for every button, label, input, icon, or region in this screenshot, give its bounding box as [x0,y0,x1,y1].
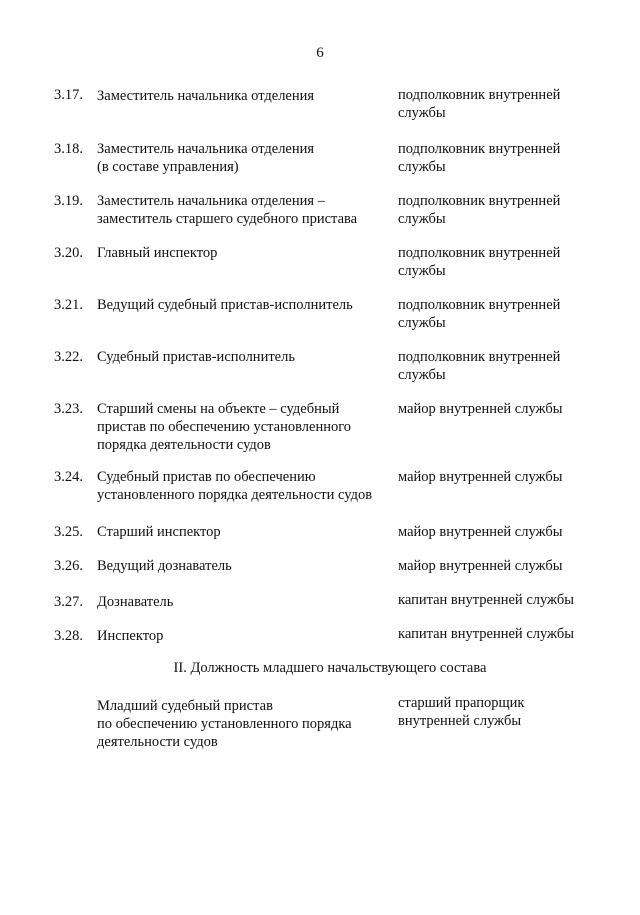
page-number: 6 [316,45,324,61]
position-title: Старший смены на объекте – судебный пристав по обеспечению установленного порядка деятельности судов [97,401,352,453]
position-number: 3.25. [54,524,83,540]
position-number: 3.20. [54,245,83,261]
position-rank: капитан внутренней службы [398,592,574,608]
position-number: 3.27. [54,594,83,610]
position-number: 3.19. [54,193,83,209]
position-title: Дознаватель [97,594,174,610]
position-rank: майор внутренней службы [398,469,563,485]
position-title: Ведущий дознаватель [97,558,232,574]
position-number: 3.22. [54,349,83,365]
position-number: 3.26. [54,558,83,574]
junior-position-title: Младший судебный пристав по обеспечению установленного порядка деятельности судов [97,698,352,750]
position-title: Судебный пристав-исполнитель [97,349,295,365]
position-number: 3.23. [54,401,83,417]
position-number: 3.18. [54,141,83,157]
position-rank: подполковник внутренней службы [398,349,561,383]
position-title: Старший инспектор [97,524,221,540]
position-rank: майор внутренней службы [398,524,563,540]
section-heading: II. Должность младшего начальствующего состава [173,660,487,676]
position-number: 3.21. [54,297,83,313]
position-title: Заместитель начальника отделения [97,88,315,104]
position-title: Судебный пристав по обеспечению установленного порядка деятельности судов [97,469,373,503]
position-rank: подполковник внутренней службы [398,87,561,121]
position-rank: майор внутренней службы [398,558,563,574]
position-rank: подполковник внутренней службы [398,245,561,279]
position-number: 3.24. [54,469,83,485]
position-title: Ведущий судебный пристав-исполнитель [97,297,353,313]
junior-position-rank: старший прапорщик внутренней службы [398,695,525,729]
position-rank: майор внутренней службы [398,401,563,417]
position-rank: подполковник внутренней службы [398,141,561,175]
position-title: Заместитель начальника отделения – заместитель старшего судебного пристава [97,193,358,227]
position-rank: капитан внутренней службы [398,626,574,642]
position-rank: подполковник внутренней службы [398,193,561,227]
position-number: 3.28. [54,628,83,644]
position-title: Главный инспектор [97,245,218,261]
position-title: Инспектор [97,628,164,644]
position-rank: подполковник внутренней службы [398,297,561,331]
position-title: Заместитель начальника отделения (в составе управления) [97,141,315,175]
position-number: 3.17. [54,87,83,103]
